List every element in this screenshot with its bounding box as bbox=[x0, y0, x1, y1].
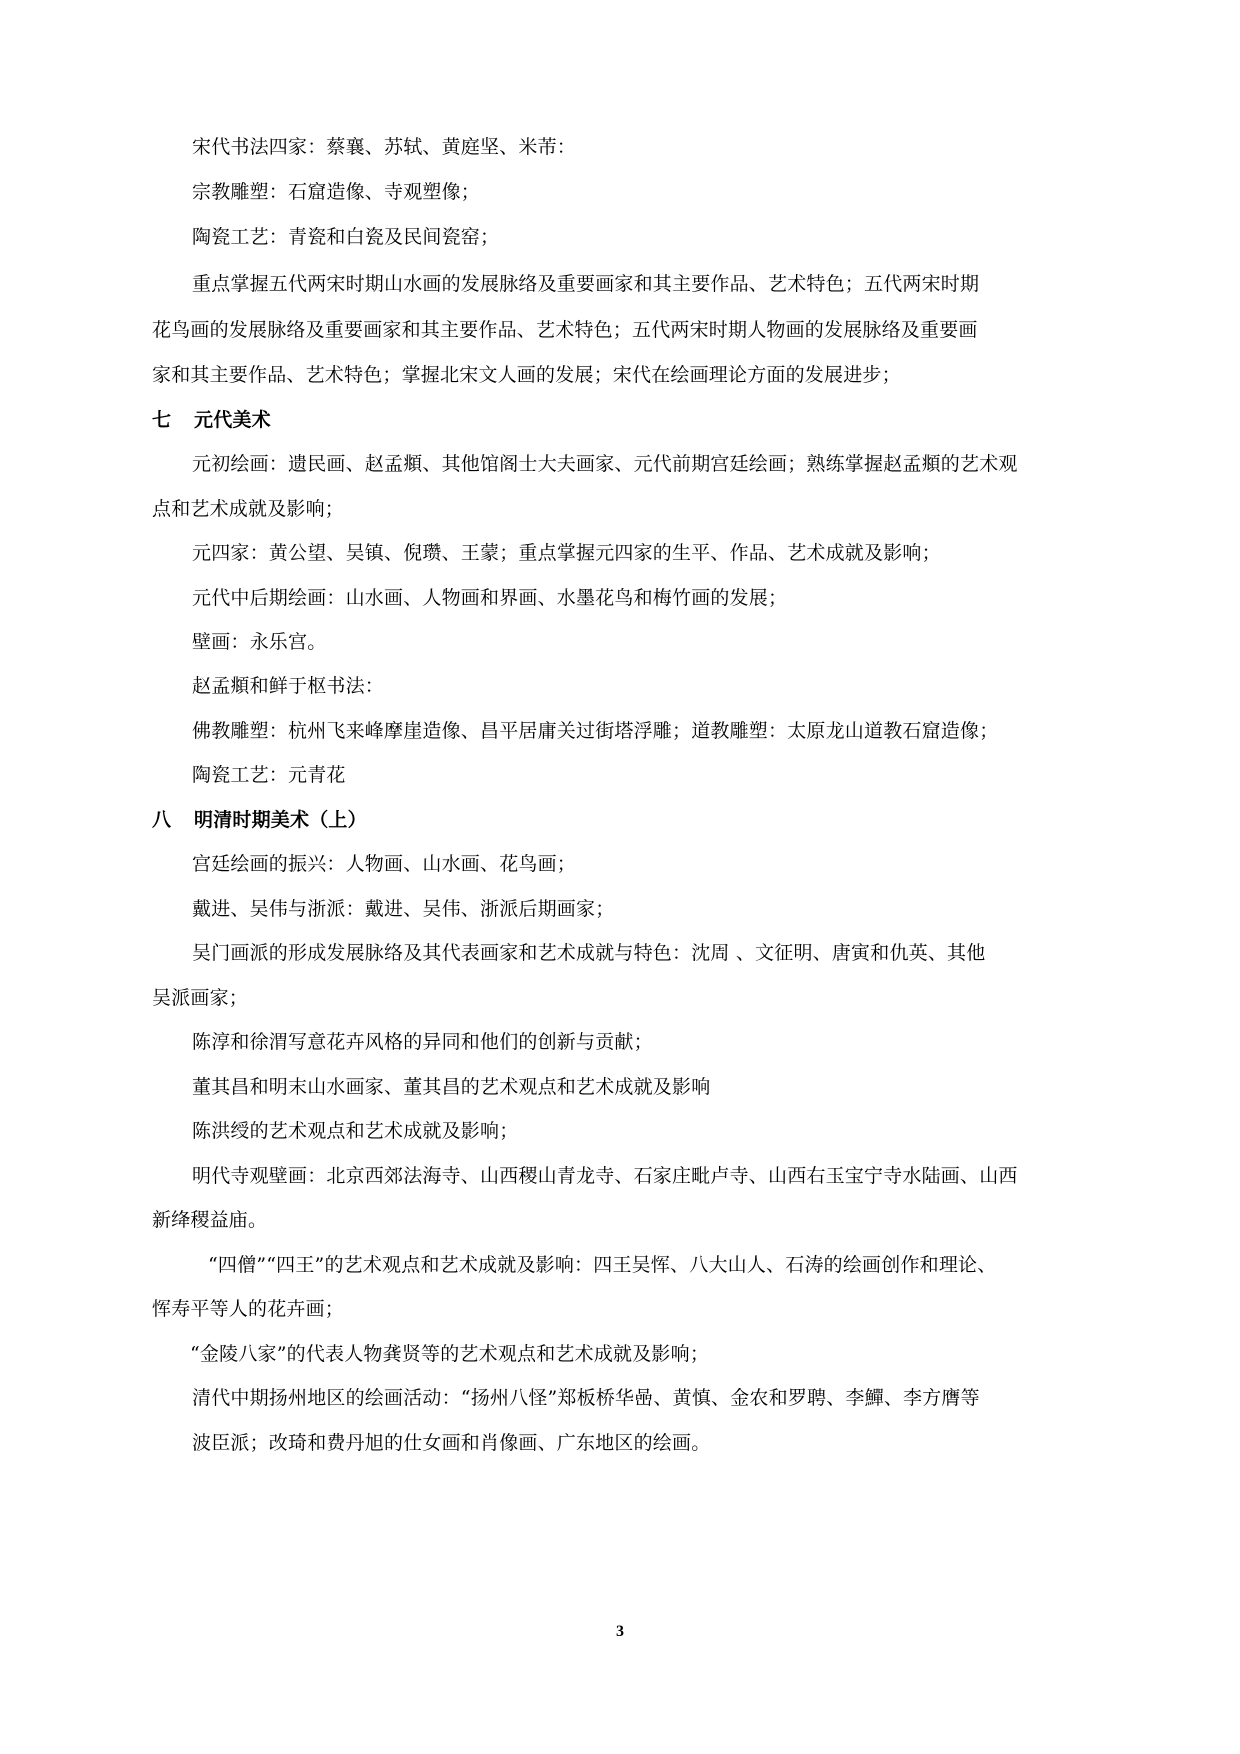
paragraph-line: 壁画：永乐宫。 bbox=[192, 631, 327, 653]
paragraph-line: 吴门画派的形成发展脉络及其代表画家和艺术成就与特色：沈周 、文征明、唐寅和仇英、其他 bbox=[192, 942, 986, 964]
paragraph-line: 陶瓷工艺：青瓷和白瓷及民间瓷窑； bbox=[192, 226, 500, 248]
paragraph-line: 重点掌握五代两宋时期山水画的发展脉络及重要画家和其主要作品、艺术特色；五代两宋时期 bbox=[192, 273, 980, 295]
paragraph-line: 宋代书法四家：蔡襄、苏轼、黄庭坚、米芾： bbox=[192, 136, 577, 158]
paragraph-line: 明代寺观壁画：北京西郊法海寺、山西稷山青龙寺、石家庄毗卢寺、山西右玉宝宁寺水陆画、山西 bbox=[192, 1165, 1018, 1187]
paragraph-line: 元初绘画：遗民画、赵孟頫、其他馆阁士大夫画家、元代前期宫廷绘画；熟练掌握赵孟頫的艺术观 bbox=[192, 453, 1018, 475]
paragraph-line: 宫廷绘画的振兴：人物画、山水画、花鸟画； bbox=[192, 853, 577, 875]
page-number: 3 bbox=[616, 1623, 624, 1640]
paragraph-line: “金陵八家”的代表人物龚贤等的艺术观点和艺术成就及影响； bbox=[190, 1343, 710, 1365]
section-heading-7 bbox=[152, 408, 271, 432]
paragraph-line: 陈淳和徐渭写意花卉风格的异同和他们的创新与贡献； bbox=[192, 1031, 653, 1053]
paragraph-line: 董其昌和明末山水画家、董其昌的艺术观点和艺术成就及影响 bbox=[192, 1076, 711, 1098]
section-title: 明清时期美术（上） bbox=[194, 809, 367, 831]
paragraph-line: 波臣派；改琦和费丹旭的仕女画和肖像画、广东地区的绘画。 bbox=[192, 1432, 711, 1454]
paragraph-line: 陈洪绶的艺术观点和艺术成就及影响； bbox=[192, 1120, 519, 1142]
paragraph-line: 元代中后期绘画：山水画、人物画和界画、水墨花鸟和梅竹画的发展； bbox=[192, 587, 788, 609]
paragraph-line: 家和其主要作品、艺术特色；掌握北宋文人画的发展；宋代在绘画理论方面的发展进步； bbox=[152, 364, 901, 386]
paragraph-line: 点和艺术成就及影响； bbox=[152, 498, 345, 520]
section-number: 八 bbox=[152, 809, 172, 831]
paragraph-line: “四僧”“四王”的艺术观点和艺术成就及影响：四王吴恽、八大山人、石涛的绘画创作和理论、 bbox=[208, 1254, 997, 1276]
paragraph-line: 清代中期扬州地区的绘画活动：“扬州八怪”郑板桥华喦、黄慎、金农和罗聘、李鱓、李方膺等 bbox=[192, 1387, 980, 1409]
paragraph-line: 陶瓷工艺：元青花 bbox=[192, 764, 346, 786]
paragraph-line: 吴派画家； bbox=[152, 987, 249, 1009]
paragraph-line: 宗教雕塑：石窟造像、寺观塑像； bbox=[192, 181, 481, 203]
paragraph-line: 元四家：黄公望、吴镇、倪瓒、王蒙；重点掌握元四家的生平、作品、艺术成就及影响； bbox=[192, 542, 941, 564]
paragraph-line: 佛教雕塑：杭州飞来峰摩崖造像、昌平居庸关过街塔浮雕；道教雕塑：太原龙山道教石窟造像； bbox=[192, 720, 999, 742]
paragraph-line: 新绛稷益庙。 bbox=[152, 1209, 268, 1231]
paragraph-line: 赵孟頫和鲜于枢书法： bbox=[192, 675, 385, 697]
paragraph-line: 恽寿平等人的花卉画； bbox=[152, 1298, 345, 1320]
section-number: 七 bbox=[152, 409, 172, 431]
section-title: 元代美术 bbox=[194, 409, 271, 431]
section-heading-8 bbox=[152, 808, 367, 832]
paragraph-line: 戴进、吴伟与浙派：戴进、吴伟、浙派后期画家； bbox=[192, 898, 615, 920]
paragraph-line: 花鸟画的发展脉络及重要画家和其主要作品、艺术特色；五代两宋时期人物画的发展脉络及重要画 bbox=[152, 319, 978, 341]
